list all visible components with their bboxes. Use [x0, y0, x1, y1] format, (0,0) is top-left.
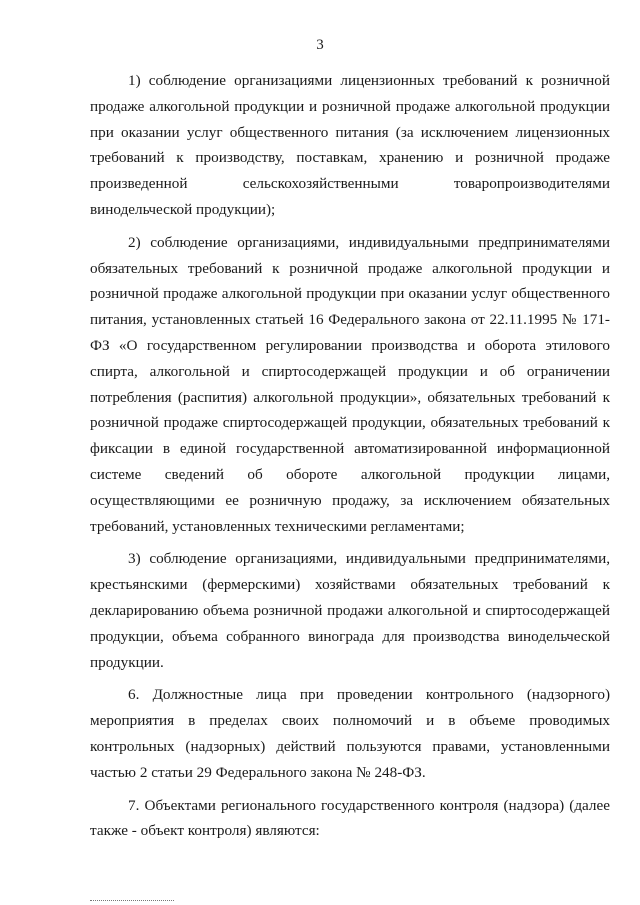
paragraph-item-3: 3) соблюдение организациями, индивидуальными предпринимателями, крестьянскими (фермерскими) хозяйствами обязательных требований к декларированию объема розничной продажи алкогольной и спиртосодержащей продукции, объема собранного винограда для производства винодельческой продукции. [90, 550, 610, 671]
paragraph-clause-7: 7. Объектами регионального государственного контроля (надзора) (далее также - объект контроля) являются: [90, 796, 610, 840]
paragraph-item-1: 1) соблюдение организациями лицензионных требований к розничной продаже алкогольной продукции и розничной продаже алкогольной продукции при оказании услуг общественного питания (за исключением лицензионных требований к производству, поставкам, хранению и розничной продаже произведенной сельскохозяйственными товаропроизводителями винодельческой продукции); [90, 72, 610, 218]
paragraph-clause-6: 6. Должностные лица при проведении контрольного (надзорного) мероприятия в пределах своих полномочий и в объеме проводимых контрольных (надзорных) действий пользуются правами, установленными частью 2 статьи 29 Федерального закона № 248-ФЗ. [90, 686, 610, 781]
paragraph-item-2: 2) соблюдение организациями, индивидуальными предпринимателями обязательных требований к розничной продаже алкогольной продукции и розничной продаже алкогольной продукции при оказании услуг общественного питания, установленных статьей 16 Федерального закона от 22.11.1995 № 171-ФЗ «О государственном регулировании производства и оборота этилового спирта, алкогольной и спиртосодержащей продукции и об ограничении потребления (распития) алкогольной продукции», обязательных требований к розничной продаже спиртосодержащей продукции, обязательных требований к фиксации в единой государственной автоматизированной информационной системе сведений об обороте алкогольной продукции лицами, осуществляющими ее розничную продажу, за исключением обязательных требований, установленных техническими регламентами; [90, 233, 610, 535]
footer-rule [90, 900, 174, 901]
document-body [90, 68, 610, 844]
page-number: 3 [316, 37, 324, 53]
